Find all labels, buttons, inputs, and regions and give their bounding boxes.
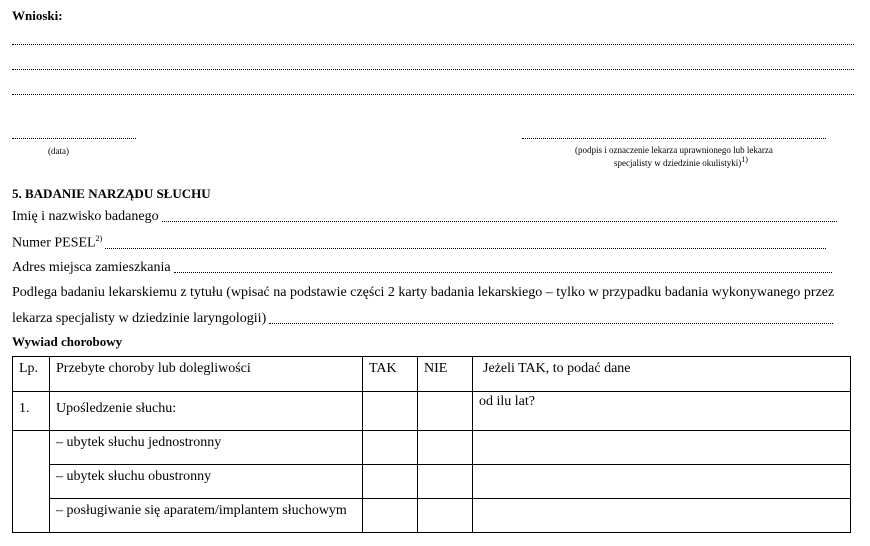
basis-line-2: lekarza specjalisty w dziedzinie laryngologii) [12, 311, 267, 326]
date-label: (data) [48, 146, 69, 156]
pesel-fill-line[interactable] [105, 248, 826, 249]
section-title: 5. BADANIE NARZĄDU SŁUCHU [12, 186, 211, 201]
row-no-cell[interactable] [418, 465, 473, 499]
row-details[interactable] [473, 431, 851, 465]
table-row [13, 392, 851, 431]
signature-line[interactable] [522, 138, 826, 139]
row-illness: – ubytek słuchu jednostronny [50, 431, 363, 465]
history-table [12, 356, 851, 533]
header-details: Jeżeli TAK, to podać dane [473, 357, 851, 392]
conclusions-heading: Wnioski: [12, 8, 63, 23]
conclusions-line-2[interactable] [12, 69, 854, 70]
row-details[interactable] [473, 465, 851, 499]
history-title: Wywiad chorobowy [12, 334, 123, 349]
row-no-cell[interactable] [418, 431, 473, 465]
table-row [13, 465, 851, 499]
pesel-field[interactable] [12, 234, 826, 252]
header-no: NIE [418, 357, 473, 392]
row-illness: – ubytek słuchu obustronny [50, 465, 363, 499]
row-illness: Upośledzenie słuchu: [50, 392, 363, 431]
row-yes-cell[interactable] [363, 392, 418, 431]
address-label: Adres miejsca zamieszkania [12, 260, 171, 275]
basis-field[interactable] [12, 311, 833, 327]
date-line[interactable] [12, 138, 136, 139]
header-lp: Lp. [13, 357, 50, 392]
header-illness: Przebyte choroby lub dolegliwości [50, 357, 363, 392]
conclusions-line-1[interactable] [12, 44, 854, 45]
table-row [13, 431, 851, 465]
row-illness: – posługiwanie się aparatem/implantem słuchowym [50, 499, 363, 533]
row-lp [13, 499, 50, 533]
signer-label-line2: specjalisty w dziedzinie okulistyki)$^{1)}$ [614, 155, 748, 168]
row-details[interactable]: od ilu lat? [473, 392, 851, 431]
row-yes-cell[interactable] [363, 465, 418, 499]
row-no-cell[interactable] [418, 392, 473, 431]
row-lp: 1. [13, 392, 50, 431]
name-field[interactable] [12, 209, 837, 225]
address-fill-line[interactable] [174, 272, 832, 273]
name-fill-line[interactable] [162, 221, 837, 222]
table-header-row [13, 357, 851, 392]
row-no-cell[interactable] [418, 499, 473, 533]
header-yes: TAK [363, 357, 418, 392]
table-row [13, 499, 851, 533]
row-details[interactable] [473, 499, 851, 533]
row-lp [13, 465, 50, 499]
row-lp [13, 431, 50, 465]
pesel-label: Numer PESEL$^{2)}$ [12, 234, 103, 251]
address-field[interactable] [12, 260, 832, 276]
basis-line-1: Podlega badaniu lekarskiemu z tytułu (wpisać na podstawie części 2 karty badania lekarskiego – tylko w przypadku badania wykonywanego przez [12, 285, 835, 300]
name-label: Imię i nazwisko badanego [12, 209, 159, 224]
conclusions-line-3[interactable] [12, 94, 854, 95]
signer-label-line1: (podpis i oznaczenie lekarza uprawnionego lub lekarza [575, 145, 773, 155]
basis-fill-line[interactable] [269, 323, 833, 324]
row-yes-cell[interactable] [363, 431, 418, 465]
row-yes-cell[interactable] [363, 499, 418, 533]
